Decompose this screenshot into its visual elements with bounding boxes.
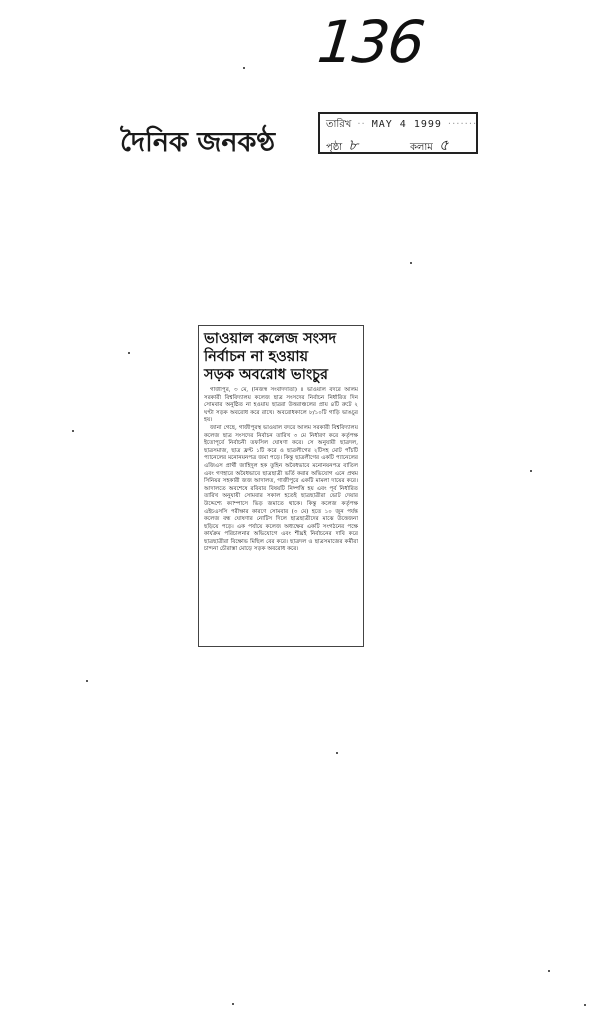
handwritten-page-number: 136 bbox=[314, 8, 427, 76]
scan-speck bbox=[410, 262, 412, 264]
scan-speck bbox=[86, 680, 88, 682]
headline-line: ভাওয়াল কলেজ সংসদ bbox=[204, 331, 337, 347]
stamp-column-value: ৫ bbox=[438, 136, 449, 154]
headline-line: নির্বাচন না হওয়ায় bbox=[204, 349, 309, 365]
stamp-page-value: ৮ bbox=[348, 136, 358, 154]
stamp-page-label: পৃষ্ঠা bbox=[326, 142, 343, 153]
scan-speck bbox=[530, 470, 532, 472]
newspaper-name: দৈনিক জনকণ্ঠ bbox=[120, 127, 276, 158]
newspaper-clipping bbox=[198, 325, 364, 647]
scan-speck bbox=[584, 1004, 586, 1006]
stamp-dots: ·· bbox=[357, 119, 366, 130]
stamp-date-row bbox=[326, 117, 478, 134]
article-paragraph: গাজীপুর, ৩ মে, (নিজস্ব সংবাদদাতা) ॥ ভাওয়াল বদরে আলম সরকারী বিশ্ববিদ্যালয় কলেজ ছাত্র সংসদের নির্বাচন নির্ধারিত দিন সোমবার অনুষ্ঠিত না হওয়ায় ছাত্ররা উত্তরাঞ্চলের প্রায় ৪টি রুটে ২ ঘণ্টা সড়ক অবরোধ করে রাখে। অবরোধকালে ৮/১০টি গাড়ি ভাঙচুর হয়। bbox=[204, 387, 358, 424]
article-body bbox=[204, 387, 358, 628]
stamp-page-row bbox=[326, 134, 470, 154]
stamp-date-label: তারিখ bbox=[326, 119, 352, 130]
scan-speck bbox=[243, 67, 245, 69]
stamp-dots: ······· bbox=[447, 119, 478, 130]
headline-line: সড়ক অবরোধ ভাংচুর bbox=[204, 367, 328, 383]
scan-speck bbox=[232, 1003, 234, 1005]
stamp-date-value: MAY 4 1999 bbox=[371, 119, 442, 130]
scan-speck bbox=[128, 352, 130, 354]
headline bbox=[204, 330, 358, 384]
scan-speck bbox=[72, 430, 74, 432]
article-paragraph: জানা গেছে, গাজীপুরস্থ ভাওয়াল বদরে আলম সরকারী বিশ্ববিদ্যালয় কলেজ ছাত্র সংসদের নির্বাচন তারিখ ৩ মে নির্ধারণ করে কর্তৃপক্ষ ইতোপূর্বে নির্বাচনী তফসিল ঘোষণা করে। সে অনুযায়ী ছাত্রদল, ছাত্রসমাজ, ছাত্র ফ্রন্ট ১টি করে ও ছাত্রলীগের ২টিসহ মোট পাঁচটি প্যানেলের মনোনয়নপত্র জমা পড়ে। কিন্তু ছাত্রলীগের একটি প্যানেলের এজিএস প্রার্থী জাহিদুল হক তুহিন অবৈধভাবে মনোনয়নপত্র বাতিল এবং গণহারে অবৈধভাবে ছাত্রছাত্রী ভর্তি করার অভিযোগ এনে প্রথম সিনিয়র সহকারী জজ আদালত, গাজীপুরে একটি মামলা দায়ের করে। আদালতে অবশেষে রবিবার বিষয়টি নিষ্পত্তি হয় এবং পূর্ব নির্ধারিত তারিখ অনুযায়ী সোমবার সকাল হতেই ছাত্রছাত্রীরা ভোট দেয়ার উদ্দেশ্যে ক্যাম্পাসে ভিড় জমাতে থাকে। কিন্তু কলেজ কর্তৃপক্ষ এইচএসসি পরীক্ষার কারণে সোমবার (৩ মে) হতে ১০ জুন পর্যন্ত কলেজ বন্ধ ঘোষণার নোটিস দিলে ছাত্রছাত্রীদের মাঝে উত্তেজনা ছড়িয়ে পড়ে। এক পর্যায়ে কলেজ অধ্যক্ষের একটি সংগঠনের পক্ষে কার্যক্রম পরিচালনার অভিযোগে এবং শীঘ্রই নির্বাচনের দাবি করে ছাত্রছাত্রীরা বিক্ষোভ মিছিল বের করে। ছাত্রদল ও ছাত্রসমাজের কর্মীরা চান্দনা চৌরাস্তা মোড়ে সড়ক অবরোধ করে। bbox=[204, 424, 358, 553]
scan-speck bbox=[336, 752, 338, 754]
scan-speck bbox=[548, 970, 550, 972]
stamp-column-label: কলাম bbox=[409, 142, 433, 153]
clipping-date-stamp bbox=[318, 112, 478, 154]
